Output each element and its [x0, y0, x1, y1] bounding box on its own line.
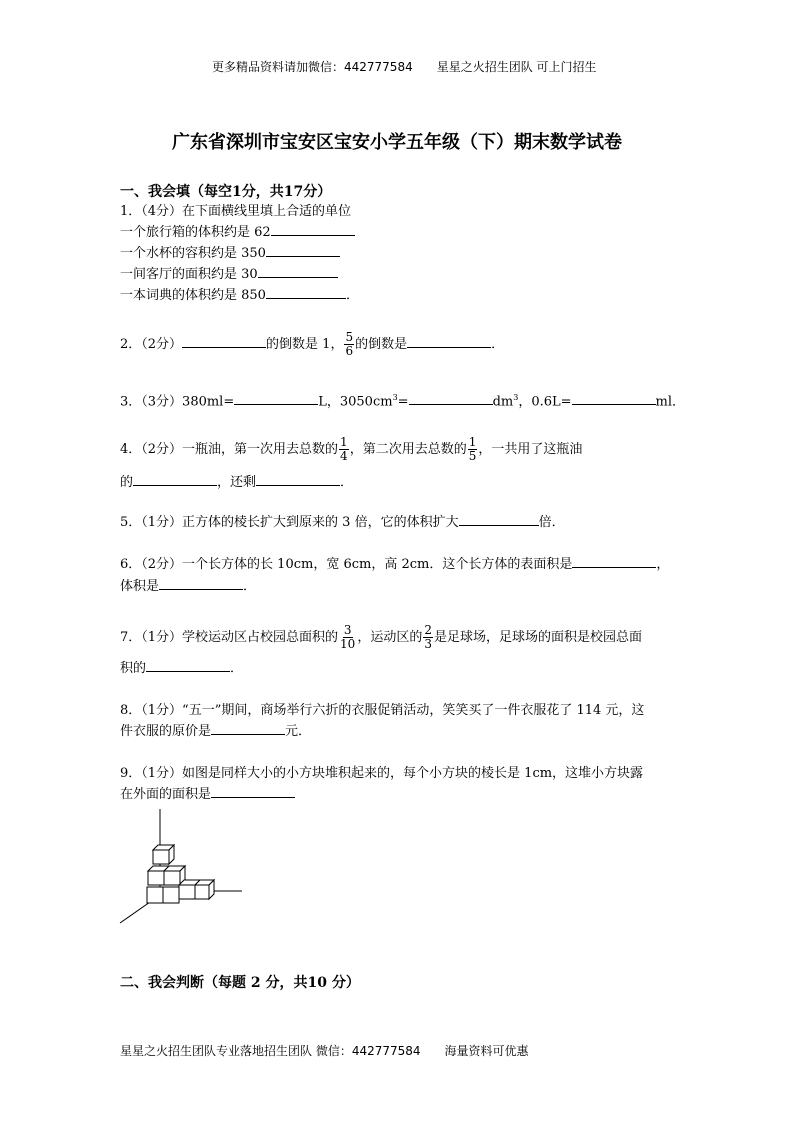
question-1-line-3: 一间客厅的面积约是 30: [120, 264, 359, 285]
question-8: 8．（1分）“五一”期间，商场举行六折的衣服促销活动，笑笑买了一件衣服花了 114 元，这 件衣服的原价是 元．: [120, 703, 645, 739]
question-6-line-2: 体积是 ．: [120, 576, 256, 597]
fraction: $\frac{2}{3}$: [424, 623, 432, 651]
section-2-heading: 二、我会判断（每题 2 分，共10 分）: [120, 975, 360, 991]
question-7: 7．（1分）学校运动区占校园总面积的 $\frac{3}{10}$ ，运动区的 $\frac{2}{3}$ 是足球场，足球场的面积是校园总面: [120, 623, 642, 651]
cubes: [147, 845, 214, 903]
fraction: $\frac{1}{4}$: [340, 435, 348, 463]
question-4-line-2: 的 ，还剩 ．: [120, 472, 353, 493]
answer-blank[interactable]: [146, 658, 230, 672]
question-1: [120, 202, 359, 306]
cube-stack-figure: [118, 805, 248, 925]
question-2: 2．（2分） 的倒数是 1， $\frac{5}{6}$ 的倒数是 ．: [120, 330, 505, 358]
page-header: 更多精品资料请加微信：442777584 星星之火招生团队 可上门招生: [212, 60, 597, 74]
answer-blank[interactable]: [234, 391, 318, 405]
answer-blank[interactable]: [256, 472, 340, 486]
fraction: $\frac{1}{5}$: [468, 435, 477, 463]
answer-blank[interactable]: [182, 334, 266, 348]
answer-blank[interactable]: [459, 512, 539, 526]
fraction: $\frac{5}{6}$: [345, 330, 354, 358]
section-1-heading: 一、我会填（每空1分，共17分）: [120, 184, 332, 200]
answer-blank[interactable]: [133, 472, 217, 486]
question-6: 6．（2分）一个长方体的长 10cm，宽 6cm，高 2cm．这个长方体的表面积是 ，: [120, 554, 669, 575]
answer-blank[interactable]: [159, 576, 243, 590]
answer-blank[interactable]: [271, 222, 355, 236]
question-5: 5．（1分）正方体的棱长扩大到原来的 3 倍，它的体积扩大 倍．: [120, 512, 565, 533]
answer-blank[interactable]: [211, 784, 295, 798]
question-1-line-4: 一本词典的体积约是 850 ．: [120, 285, 359, 306]
question-1-line-1: 一个旅行箱的体积约是 62: [120, 222, 359, 243]
answer-blank[interactable]: [572, 554, 656, 568]
question-3: 3．（3分）380ml= L，$3050cm^3= dm^3$，0.6L= ml．: [120, 393, 686, 410]
answer-blank[interactable]: [407, 334, 491, 348]
page-footer: 星星之火招生团队专业落地招生团队 微信：442777584 海量资料可优惠: [120, 1044, 529, 1058]
fraction: $\frac{3}{10}$: [340, 623, 356, 651]
answer-blank[interactable]: [266, 243, 340, 257]
answer-blank[interactable]: [409, 391, 493, 405]
question-7-line-2: 积的 ．: [120, 658, 243, 679]
answer-blank[interactable]: [572, 391, 656, 405]
question-9: 9．（1分）如图是同样大小的小方块堆积起来的，每个小方块的棱长是 1cm，这堆小方块露 在外面的面积是: [120, 766, 644, 802]
page-title: 广东省深圳市宝安区宝安小学五年级（下）期末数学试卷: [172, 132, 622, 153]
answer-blank[interactable]: [266, 285, 346, 299]
question-4: 4．（2分）一瓶油，第一次用去总数的 $\frac{1}{4}$ ，第二次用去总数的 $\frac{1}{5}$ ，一共用了这瓶油: [120, 435, 583, 463]
question-1-stem: 1．（4分）在下面横线里填上合适的单位: [120, 204, 352, 219]
answer-blank[interactable]: [258, 264, 338, 278]
question-1-line-2: 一个水杯的容积约是 350: [120, 243, 359, 264]
answer-blank[interactable]: [211, 721, 285, 735]
